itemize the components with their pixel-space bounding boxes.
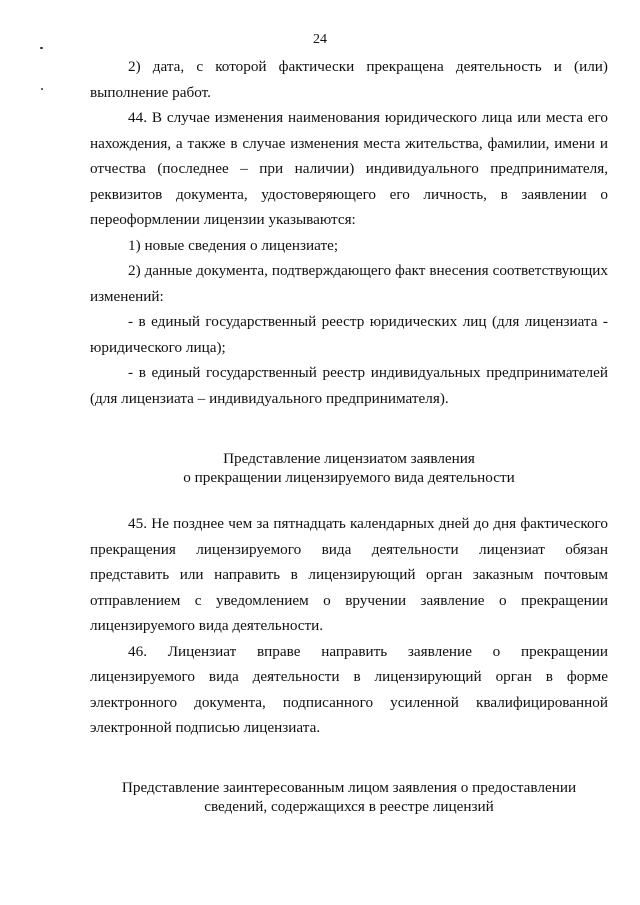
section-heading-registry-info [90,778,608,816]
paragraph-44: 44. В случае изменения наименования юридического лица или места его нахождения, а также в случае изменения места жительства, фамилии, имени и отчества (последнее – при наличии) индивидуального предпринимателя, реквизитов документа, удостоверяющего его личность, в заявлении о переоформлении лицензии указываются: [90,109,608,228]
section-text-block [90,511,608,741]
paragraph-46: 46. Лицензиат вправе направить заявление о прекращении лицензируемого вида деятельности в лицензирующий орган в форме электронного документа, подписанного усиленной квалифицированной электронной подписью лицензиата. [90,642,608,736]
paragraph-bullet-legal-entities: - в единый государственный реестр юридических лиц (для лицензиата - юридического лица); [90,313,608,356]
page-number: 24 [313,32,327,47]
paragraph-item-2-document-data: 2) данные документа, подтверждающего факт внесения соответствующих изменений: [90,262,608,305]
paragraph-item-2-date: 2) дата, с которой фактически прекращена деятельность и (или) выполнение работ. [90,58,608,101]
scan-speck [41,88,43,90]
heading-line: Представление заинтересованным лицом заявления о предоставлении [121,779,577,796]
paragraph-bullet-entrepreneurs: - в единый государственный реестр индивидуальных предпринимателей (для лицензиата – индивидуального предпринимателя). [90,364,608,407]
paragraph-item-1-new-info: 1) новые сведения о лицензиате; [128,236,339,254]
paragraph-45: 45. Не позднее чем за пятнадцать календарных дней до дня фактического прекращения лицензируемого вида деятельности лицензиат обязан представить или направить в лицензирующий орган заказным почтовым отправлением с уведомлением о вручении заявление о прекращении лицензируемого вида деятельности. [90,515,608,634]
heading-line: сведений, содержащихся в реестре лицензий [204,798,494,815]
heading-line: Представление лицензиатом заявления [223,450,475,467]
heading-line: о прекращении лицензируемого вида деятельности [183,469,515,486]
section-text-block [90,54,608,411]
section-heading-termination [90,449,608,487]
